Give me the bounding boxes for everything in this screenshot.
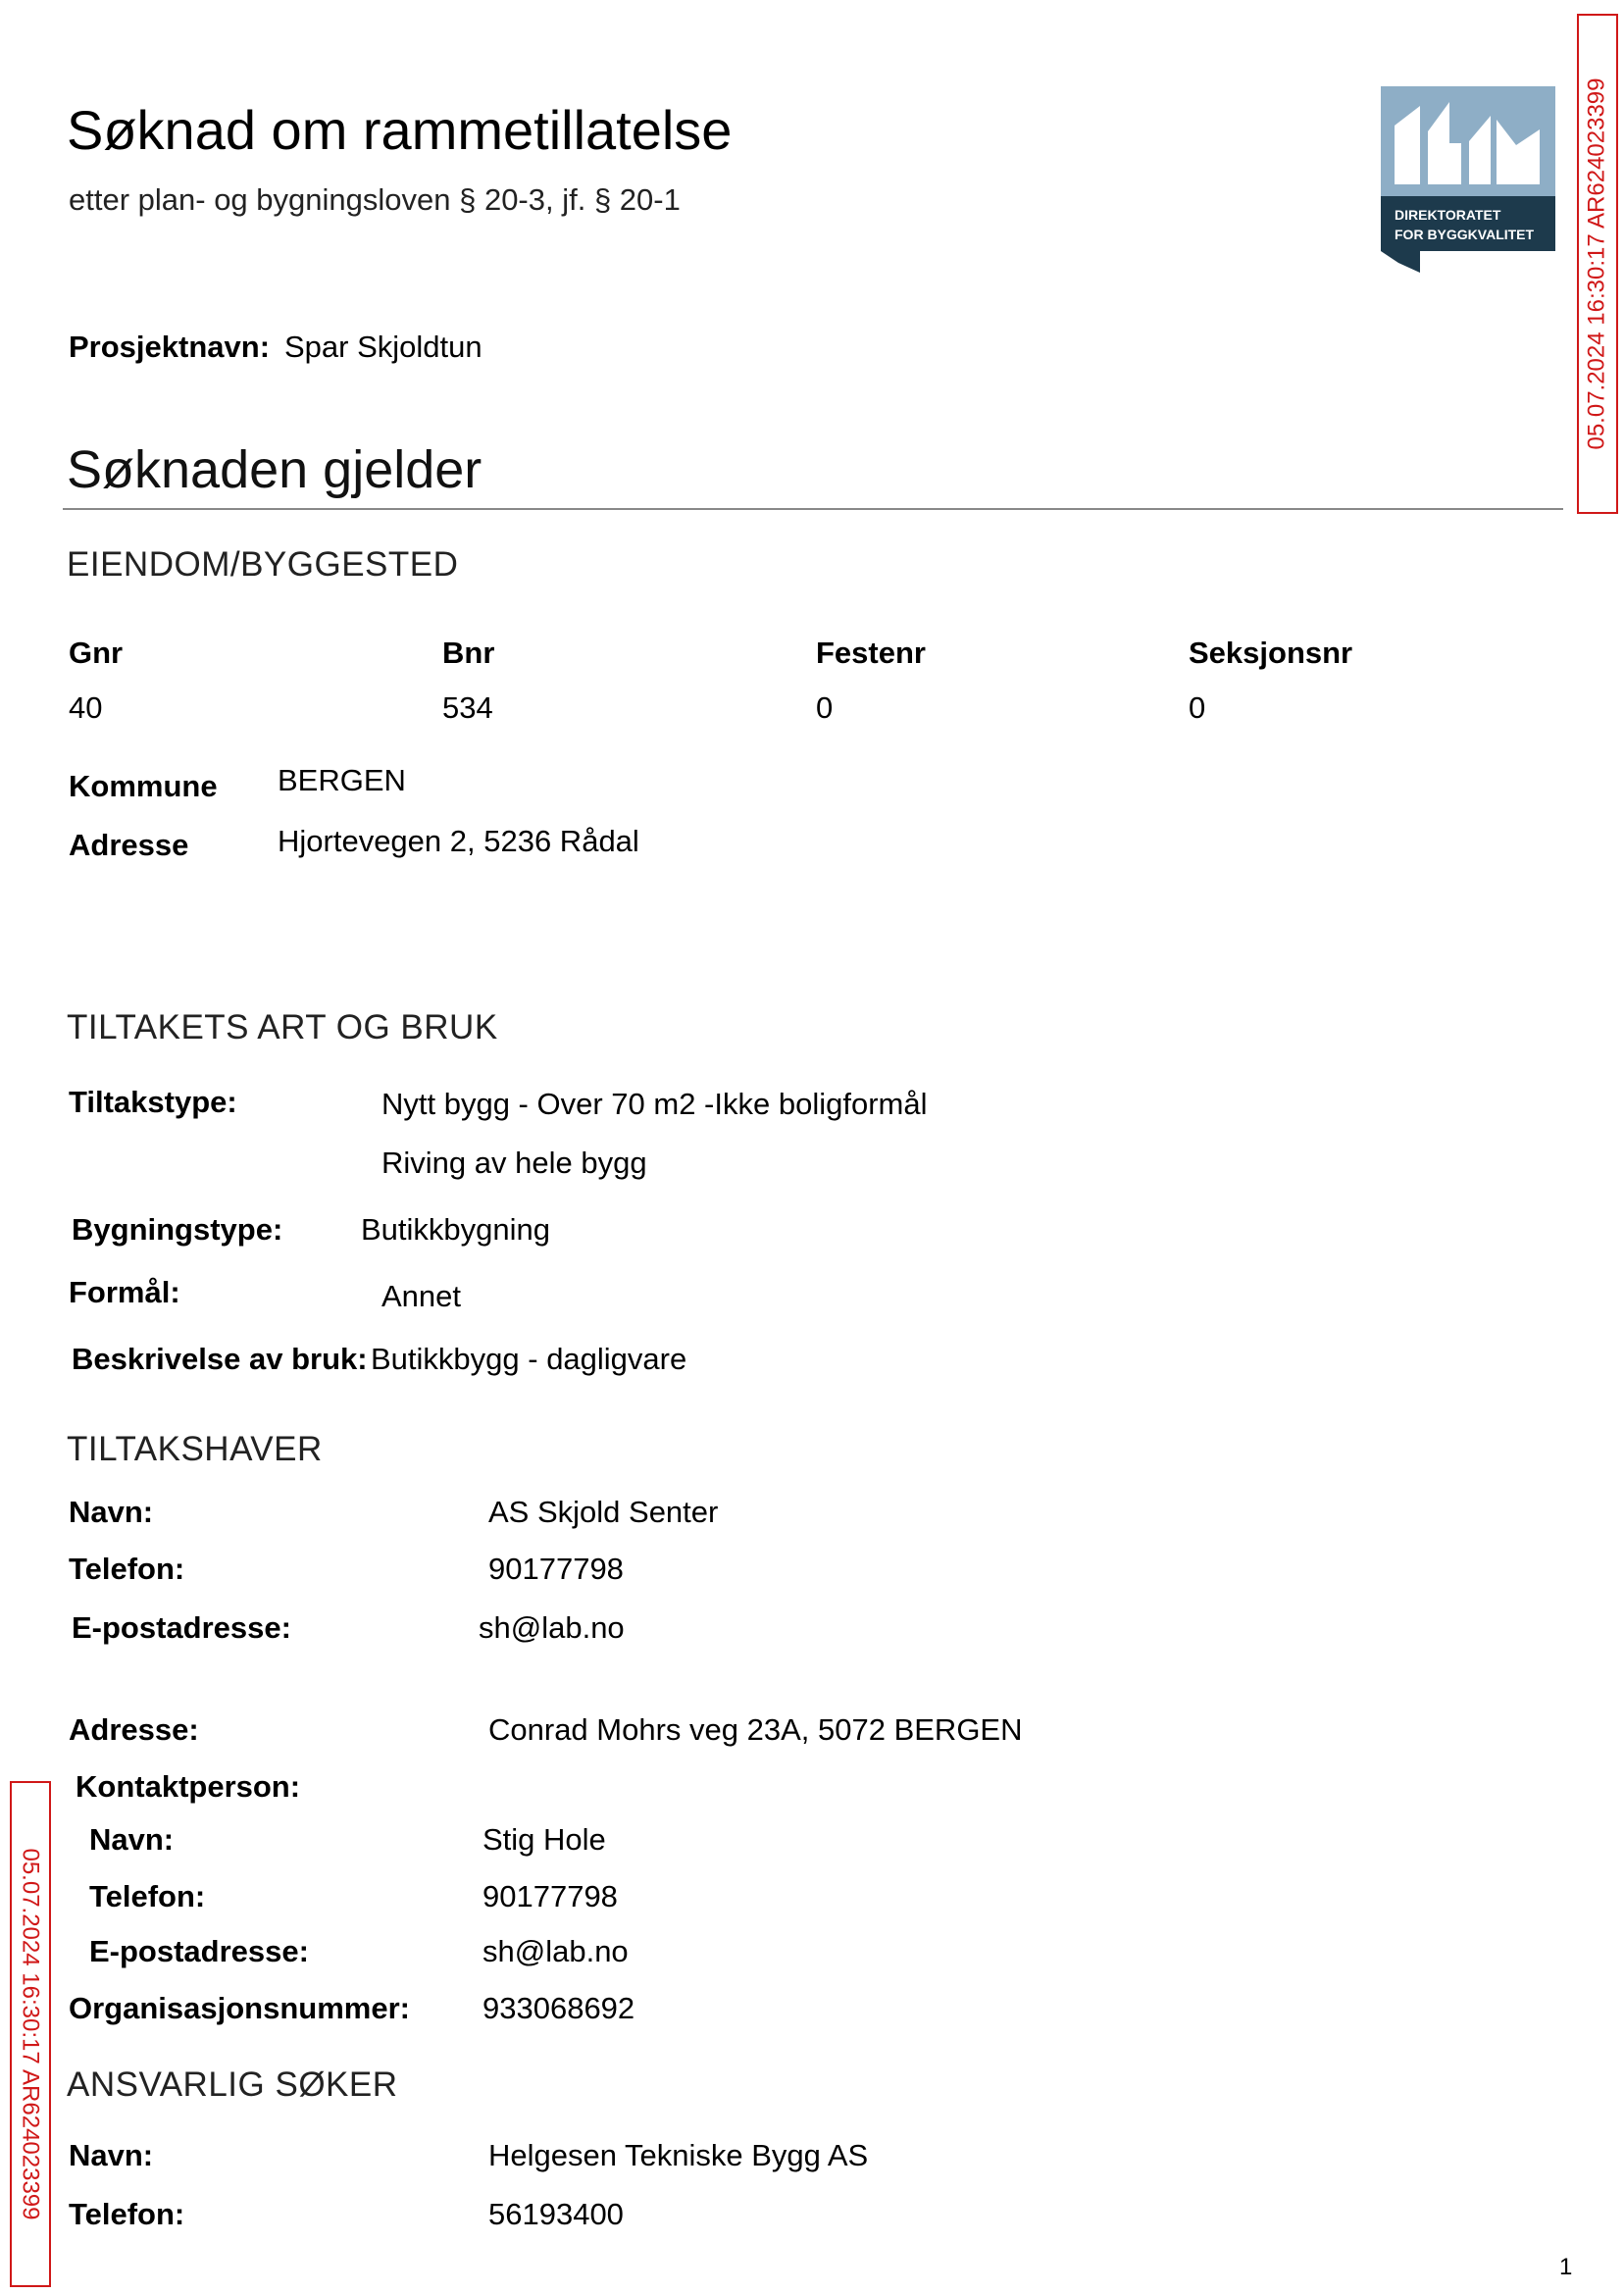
tiltakshaver-adresse-value: Conrad Mohrs veg 23A, 5072 BERGEN bbox=[488, 1712, 1023, 1747]
project-label: Prosjektnavn: bbox=[69, 330, 271, 364]
adresse-value: Hjortevegen 2, 5236 Rådal bbox=[278, 824, 639, 858]
receipt-stamp-bottom bbox=[10, 1781, 51, 2287]
page-number: 1 bbox=[1559, 2254, 1573, 2280]
orgnr-value: 933068692 bbox=[482, 1991, 635, 2025]
tiltakshaver-epost-label: E-postadresse: bbox=[72, 1610, 291, 1645]
section-title: Søknaden gjelder bbox=[67, 440, 482, 499]
kontaktperson-label: Kontaktperson: bbox=[76, 1769, 301, 1804]
kontakt-telefon-label: Telefon: bbox=[89, 1879, 206, 1913]
receipt-stamp-text: 05.07.2024 16:30:17 AR624023399 bbox=[1584, 77, 1610, 450]
tiltakstype-label: Tiltakstype: bbox=[69, 1085, 237, 1119]
receipt-stamp-top bbox=[1577, 14, 1618, 514]
logo-line2: FOR BYGGKVALITET bbox=[1395, 227, 1535, 242]
tiltakshaver-epost-value: sh@lab.no bbox=[479, 1610, 625, 1645]
kontakt-epost-value: sh@lab.no bbox=[482, 1934, 629, 1968]
document-title: Søknad om rammetillatelse bbox=[67, 99, 733, 161]
seksjonsnr-value: 0 bbox=[1189, 690, 1206, 725]
tiltakshaver-telefon-value: 90177798 bbox=[488, 1552, 624, 1586]
kontakt-navn-value: Stig Hole bbox=[482, 1822, 606, 1857]
ansvarlig-telefon-value: 56193400 bbox=[488, 2197, 624, 2231]
beskrivelse-label: Beskrivelse av bruk: bbox=[72, 1342, 368, 1376]
adresse-label: Adresse bbox=[69, 828, 189, 862]
eiendom-heading: EIENDOM/BYGGESTED bbox=[67, 545, 459, 584]
tiltak-heading: TILTAKETS ART OG BRUK bbox=[67, 1008, 498, 1046]
kontakt-epost-label: E-postadresse: bbox=[89, 1934, 309, 1968]
section-divider bbox=[63, 508, 1563, 510]
dibk-logo bbox=[1381, 86, 1555, 277]
bnr-label: Bnr bbox=[442, 636, 495, 670]
tiltakstype-value-1: Nytt bygg - Over 70 m2 -Ikke boligformål bbox=[381, 1087, 928, 1121]
tiltakshaver-adresse-label: Adresse: bbox=[69, 1712, 199, 1747]
ansvarlig-heading: ANSVARLIG SØKER bbox=[67, 2065, 398, 2104]
festenr-label: Festenr bbox=[816, 636, 926, 670]
receipt-stamp-text: 05.07.2024 16:30:17 AR624023399 bbox=[18, 1848, 44, 2220]
orgnr-label: Organisasjonsnummer: bbox=[69, 1991, 410, 2025]
dibk-logo-icon bbox=[1381, 86, 1555, 277]
beskrivelse-value: Butikkbygg - dagligvare bbox=[371, 1342, 687, 1376]
tiltakshaver-navn-label: Navn: bbox=[69, 1495, 154, 1529]
ansvarlig-navn-label: Navn: bbox=[69, 2138, 154, 2172]
seksjonsnr-label: Seksjonsnr bbox=[1189, 636, 1353, 670]
tiltakstype-value-2: Riving av hele bygg bbox=[381, 1146, 647, 1180]
bnr-value: 534 bbox=[442, 690, 493, 725]
project-value: Spar Skjoldtun bbox=[284, 330, 482, 364]
kontakt-telefon-value: 90177798 bbox=[482, 1879, 618, 1913]
gnr-label: Gnr bbox=[69, 636, 124, 670]
bygningstype-value: Butikkbygning bbox=[361, 1212, 551, 1247]
formal-value: Annet bbox=[381, 1279, 462, 1313]
tiltakshaver-navn-value: AS Skjold Senter bbox=[488, 1495, 719, 1529]
gnr-value: 40 bbox=[69, 690, 103, 725]
tiltakshaver-heading: TILTAKSHAVER bbox=[67, 1430, 323, 1468]
logo-line1: DIREKTORATET bbox=[1395, 207, 1501, 223]
ansvarlig-navn-value: Helgesen Tekniske Bygg AS bbox=[488, 2138, 869, 2172]
kontakt-navn-label: Navn: bbox=[89, 1822, 175, 1857]
kommune-label: Kommune bbox=[69, 769, 218, 803]
kommune-value: BERGEN bbox=[278, 763, 406, 797]
festenr-value: 0 bbox=[816, 690, 834, 725]
formal-label: Formål: bbox=[69, 1275, 180, 1309]
ansvarlig-telefon-label: Telefon: bbox=[69, 2197, 185, 2231]
bygningstype-label: Bygningstype: bbox=[72, 1212, 283, 1247]
document-subtitle: etter plan- og bygningsloven § 20-3, jf. § 20-1 bbox=[69, 182, 681, 217]
tiltakshaver-telefon-label: Telefon: bbox=[69, 1552, 185, 1586]
